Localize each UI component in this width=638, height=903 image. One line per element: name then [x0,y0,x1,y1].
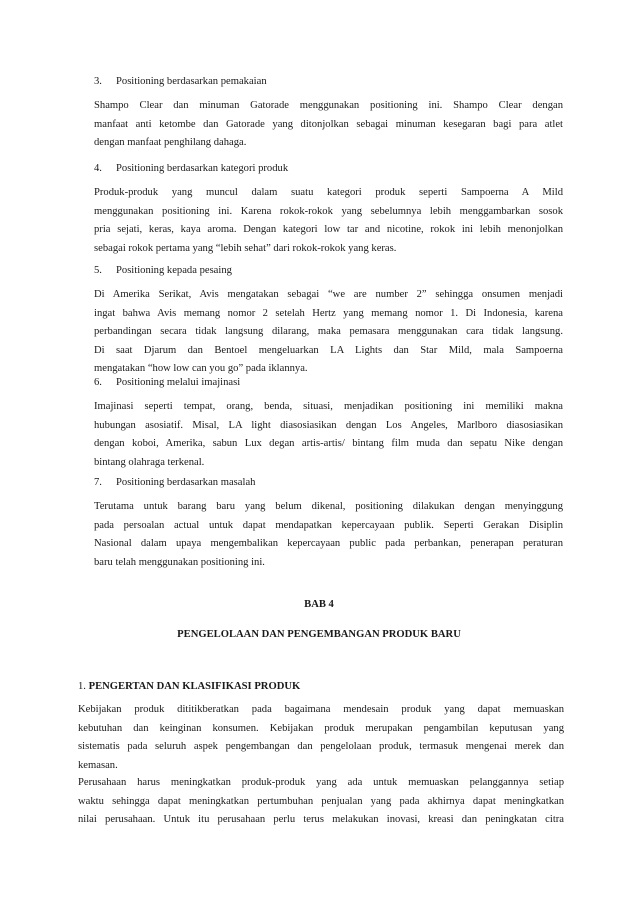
body-paragraph-1 [78,701,564,775]
list-number: 3. [94,76,102,87]
section-title: PENGERTAN DAN KLASIFIKASI PRODUK [88,681,301,692]
paragraph-item-5 [94,286,563,379]
text-line: Di Amerika Serikat, Avis mengatakan sebagai “we are number 2” sehingga onsumen menjadi [94,289,563,300]
list-heading-7 [94,476,255,490]
text-line: Nasional dalam upaya mengembalikan kepercayaan public pada perbankan, penerapan peraturan [94,538,563,549]
list-number: 4. [94,163,102,174]
text-line: dengan koboi, Amerika, sabun Lux degan artis-artis/ bintang film muda dan sepatu Nike dengan [94,438,563,449]
list-heading-text: Positioning berdasarkan pemakaian [116,76,267,87]
list-heading-4 [94,162,288,176]
text-line: Shampo Clear dan minuman Gatorade menggunakan positioning ini. Shampo Clear dengan [94,100,563,111]
text-line: waktu sehingga dapat meningkatkan pertumbuhan penjualan yang pada akhirnya dapat meningkatkan [78,795,564,807]
text-line: kebutuhan dan keinginan konsumen. Kebijakan produk merupakan pengambilan keputusan yang [78,722,564,734]
list-heading-text: Positioning kepada pesaing [116,265,232,276]
list-heading-text: Positioning berdasarkan masalah [116,477,256,488]
body-paragraph-2 [78,774,564,830]
text-line: Imajinasi seperti tempat, orang, benda, situasi, menjadikan positioning ini memiliki makna [94,401,563,412]
chapter-label: BAB 4 [304,599,334,610]
text-line: sistematis pada seluruh aspek pengembangan dan pengelolaan produk, termasuk mengenai merek dan [78,741,564,752]
text-line: bintang olahraga terkenal. [94,456,205,468]
text-line: ingat bahwa Avis memang nomor 2 setelah Hertz yang memang nomor 1. Di Indonesia, karena [94,307,563,319]
text-line: Di saat Djarum dan Bentoel mengeluarkan LA Lights dan Star Mild, mala Sampoerna [94,344,563,356]
section-heading [78,680,300,694]
text-line: nilai perusahaan. Untuk itu perusahaan perlu terus melakukan inovasi, kreasi dan peningkatan citra [78,814,564,825]
list-heading-3 [94,75,267,89]
text-line: kemasan. [78,759,118,771]
text-line: hubungan asosiatif. Misal, LA light diasosiasikan dengan Los Angeles, Marlboro diasosiasikan [94,419,563,431]
list-heading-text: Positioning melalui imajinasi [116,377,241,388]
list-number: 5. [94,265,102,276]
text-line: dengan manfaat penghilang dahaga. [94,137,247,148]
list-heading-text: Positioning berdasarkan kategori produk [116,163,289,174]
paragraph-item-3 [94,97,563,153]
text-line: manfaat anti ketombe dan Gatorade yang ditonjolkan sebagai minuman kesegaran bagi para atlet [94,118,563,130]
text-line: Terutama untuk barang baru yang belum dikenal, positioning dilakukan dengan menyinggung [94,501,563,512]
text-line: sebagai rokok pertama yang “lebih sehat” dari rokok-rokok yang keras. [94,242,397,254]
paragraph-item-6 [94,398,563,472]
text-line: Kebijakan produk dititikberatkan pada bagaimana mendesain produk yang dapat memuaskan [78,704,564,715]
text-line: baru telah menggunakan positioning ini. [94,556,265,568]
text-line: Produk-produk yang muncul dalam suatu kategori produk seperti Sampoerna A Mild [94,187,563,198]
chapter-title: PENGELOLAAN DAN PENGEMBANGAN PRODUK BARU [177,629,461,640]
text-line: Perusahaan harus meningkatkan produk-produk yang ada untuk memuaskan pelanggannya setiap [78,777,564,788]
text-line: mengatakan “how low can you go” pada iklannya. [94,363,308,374]
list-number: 7. [94,477,102,488]
text-line: pada persoalan actual untuk dapat mendapatkan kepercayaan publik. Seperti Gerakan Disiplin [94,519,563,531]
list-heading-5 [94,264,232,278]
text-line: menggunakan positioning ini. Karena rokok-rokok yang sebelumnya lebih menggambarkan sosok [94,205,563,217]
section-number: 1. [78,681,86,692]
paragraph-item-7 [94,498,563,572]
text-line: pria sejati, keras, kaya aroma. Dengan kategori low tar and nicotine, rokok ini lebih menonjolkan [94,224,563,235]
paragraph-item-4 [94,184,563,258]
list-heading-6 [94,376,240,390]
list-number: 6. [94,377,102,388]
text-line: perbandingan secara tidak langsung dilarang, maka pemasara menggunakan cara tidak langsung. [94,326,563,337]
